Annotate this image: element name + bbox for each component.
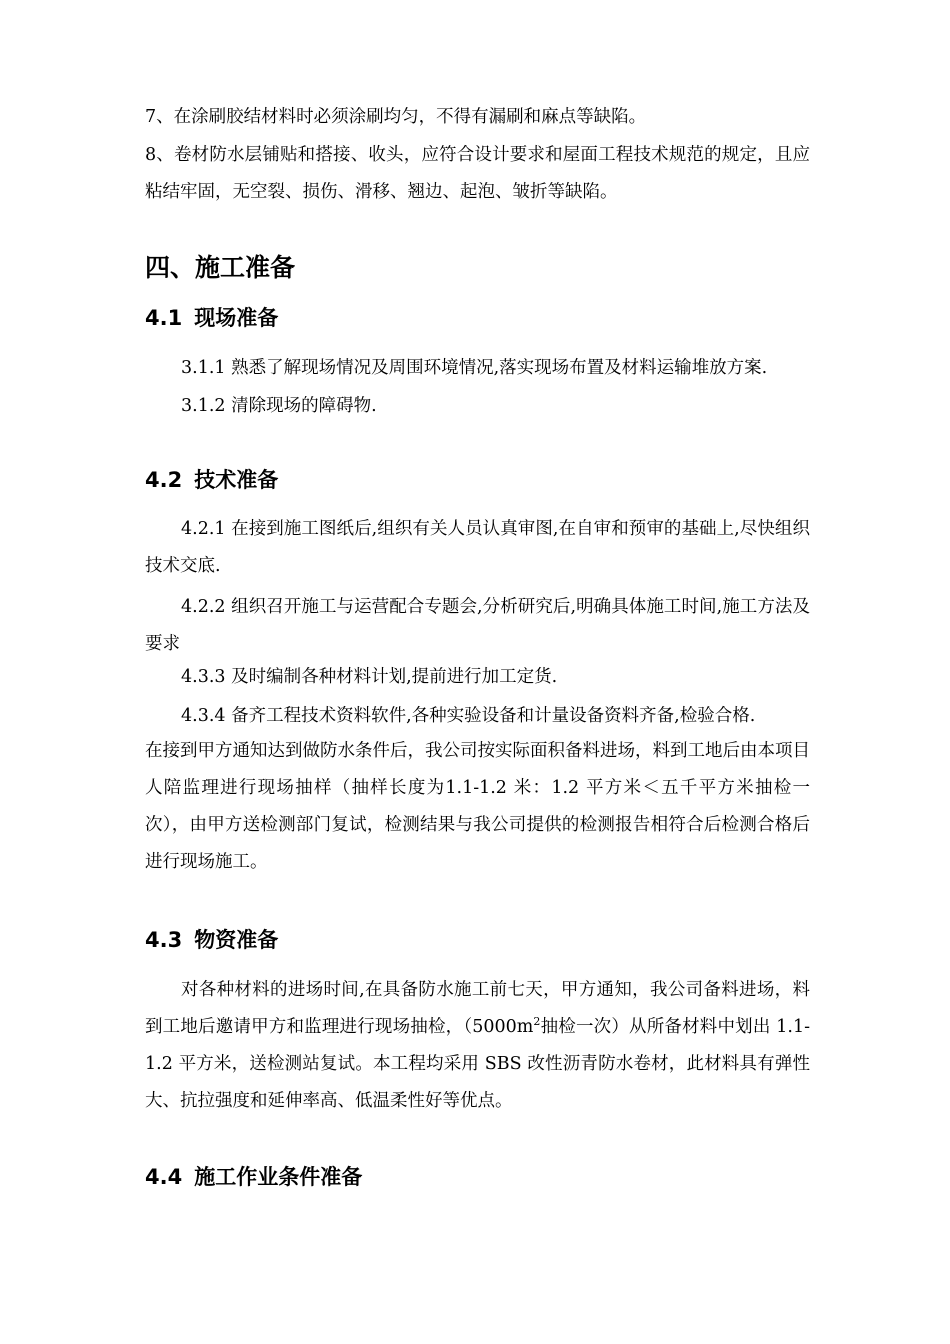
list-item-7: 7、在涂刷胶结材料时必须涂刷均匀，不得有漏刷和麻点等缺陷。 bbox=[145, 107, 647, 127]
paragraph-materials bbox=[145, 972, 810, 1120]
superscript-2: 2 bbox=[533, 1015, 541, 1029]
subsection-number: 4.2 bbox=[145, 468, 183, 492]
subsection-heading-4-1 bbox=[145, 303, 278, 333]
subsection-title: 施工作业条件准备 bbox=[194, 1165, 363, 1189]
subsection-number: 4.3 bbox=[145, 928, 183, 952]
paragraph-materials-part-1: 对各种材料的进场时间,在具备防水施工前七天，甲方通知，我公司备料进场，料到工地后邀请甲方和监理进行现场抽检，（5000m bbox=[145, 980, 810, 1037]
paragraph-4-3-4: 4.3.4 备齐工程技术资料软件,各种实验设备和计量设备资料齐备,检验合格. bbox=[181, 706, 756, 726]
subsection-number: 4.1 bbox=[145, 306, 183, 330]
subsection-heading-4-2 bbox=[145, 465, 278, 495]
subsection-number: 4.4 bbox=[145, 1165, 183, 1189]
paragraph-materials-part-2: 抽检一次）从所备材料中划出 1.1-1.2 平方米，送检测站复试。本工程均采用 SBS 改性沥青防水卷材，此材料具有弹性大、抗拉强度和延伸率高、低温柔性好等优点。 bbox=[145, 1017, 810, 1111]
subsection-heading-4-4 bbox=[145, 1162, 362, 1192]
subsection-title: 技术准备 bbox=[194, 468, 279, 492]
paragraph-3-1-2: 3.1.2 清除现场的障碍物. bbox=[181, 396, 377, 416]
subsection-title: 物资准备 bbox=[194, 928, 279, 952]
paragraph-4-2-1: 4.2.1 在接到施工图纸后,组织有关人员认真审图,在自审和预审的基础上,尽快组织技术交底. bbox=[145, 519, 810, 576]
paragraph-3-1-1: 3.1.1 熟悉了解现场情况及周围环境情况,落实现场布置及材料运输堆放方案. bbox=[181, 358, 768, 378]
paragraph-4-2-2: 4.2.2 组织召开施工与运营配合专题会,分析研究后,明确具体施工时间,施工方法及要求 bbox=[145, 597, 810, 654]
section-heading-4: 四、施工准备 bbox=[145, 253, 296, 282]
subsection-title: 现场准备 bbox=[194, 306, 279, 330]
subsection-heading-4-3 bbox=[145, 925, 278, 955]
list-item-8: 8、卷材防水层铺贴和搭接、收头，应符合设计要求和屋面工程技术规范的规定，且应粘结牢固，无空裂、损伤、滑移、翘边、起泡、皱折等缺陷。 bbox=[145, 145, 810, 202]
paragraph-sampling: 在接到甲方通知达到做防水条件后，我公司按实际面积备料进场，料到工地后由本项目人陪监理进行现场抽样（抽样长度为1.1-1.2 米：1.2 平方米＜五千平方米抽检一次），由甲方送检测部门复试，检测结果与我公司提供的检测报告相符合后检测合格后进行现场施工。 bbox=[145, 741, 810, 872]
paragraph-4-3-3: 4.3.3 及时编制各种材料计划,提前进行加工定货. bbox=[181, 667, 558, 687]
